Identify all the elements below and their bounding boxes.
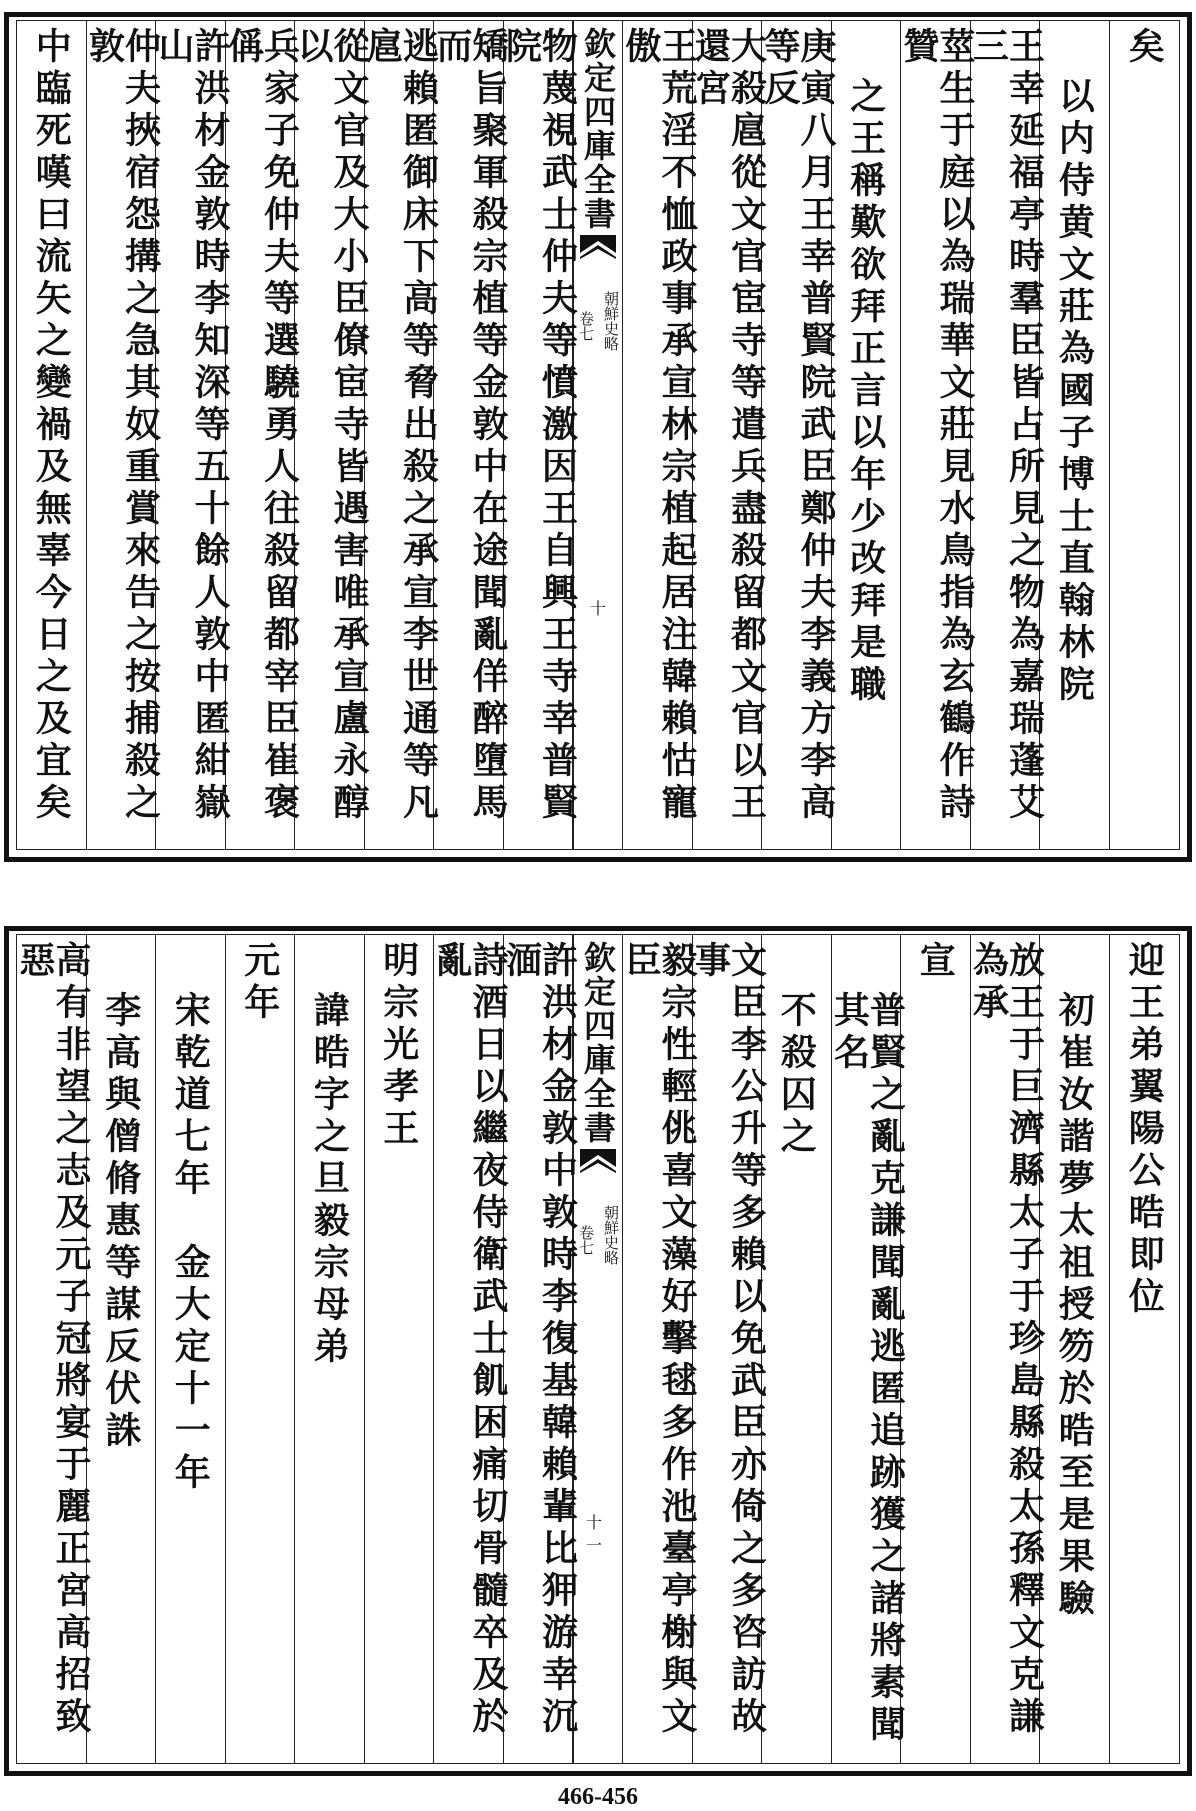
text-column (295, 935, 365, 1763)
column-text: 莖生于庭以為瑞華文莊見水鳥指為玄鶴作詩贊 (898, 27, 976, 825)
text-column (14, 935, 92, 1763)
column-text: 元年 (238, 941, 281, 1025)
column-text: 以内侍黄文莊為國子博士直翰林院 (1053, 77, 1096, 707)
column-text: 諱晧字之旦毅宗母弟 (308, 991, 351, 1369)
top-page-text-area (16, 20, 1180, 850)
text-column (292, 21, 370, 849)
text-column (500, 935, 579, 1763)
bottom-page (4, 926, 1192, 1776)
spine-book-name: 朝鮮史略 (602, 1205, 620, 1265)
column-text: 王幸延福亭時羣臣皆占所見之物為嘉瑞蓬艾三 (967, 27, 1046, 825)
spine-page-number: 十 (589, 599, 607, 618)
spine-strip (573, 21, 623, 849)
text-column (87, 935, 157, 1763)
text-column (222, 21, 301, 849)
spine-strip (573, 935, 623, 1763)
text-column (898, 21, 976, 849)
spine-title: 欽定四庫全書 (579, 27, 617, 231)
text-column (1040, 21, 1110, 849)
text-column (620, 935, 698, 1763)
spine-book-name: 朝鮮史略 (602, 291, 620, 351)
column-text: 李高與僧脩惠等謀反伏誅 (99, 991, 142, 1453)
column-text: 之王稱歎欲拜正言以年少改拜是職 (844, 77, 887, 707)
column-text: 許洪材金敦時李知深等五十餘人敦中匿紺嶽山 (153, 27, 231, 825)
column-text: 宋乾道七年 金大定十一年 (169, 991, 212, 1495)
column-text: 文臣李公升等多賴以免武臣亦倚之多咨訪故事 (689, 941, 768, 1739)
spine-volume: 卷七 (577, 1225, 595, 1255)
column-text: 明宗光孝王 (377, 941, 420, 1151)
text-column (17, 21, 87, 849)
spine-title: 欽定四庫全書 (579, 941, 617, 1145)
spine-volume: 卷七 (577, 311, 595, 341)
column-text: 兵家子免仲夫等選驍勇人往殺留都宰臣崔褒偁 (222, 27, 301, 825)
column-text: 放王于巨濟縣太子于珍島縣殺太孫釋文克謙為承 (967, 941, 1046, 1739)
column-text: 詩酒日以繼夜侍衛武士飢困痛切骨髓卒及於亂 (431, 941, 509, 1739)
column-text: 迎王弟翼陽公晧即位 (1123, 941, 1166, 1319)
text-column (1110, 21, 1180, 849)
text-column (901, 935, 971, 1763)
column-text: 不殺囚之 (775, 991, 818, 1159)
text-column (1040, 935, 1110, 1763)
column-text: 初崔汝諧夢太祖授笏於晧至是果驗 (1053, 991, 1096, 1621)
text-column (967, 935, 1046, 1763)
text-column (83, 21, 162, 849)
text-column (1110, 935, 1180, 1763)
column-text: 毅宗性輕佻喜文藻好擊毬多作池臺亭榭與文臣 (620, 941, 698, 1739)
text-column (759, 21, 837, 849)
column-text: 王荒淫不恤政事承宣林宗植起居注韓賴怙寵傲 (620, 27, 698, 825)
spine-page-number: 十一 (586, 1513, 603, 1555)
top-page (4, 12, 1192, 862)
text-column (620, 21, 698, 849)
text-column (762, 935, 832, 1763)
text-column (226, 935, 296, 1763)
text-column (431, 21, 509, 849)
text-column (967, 21, 1046, 849)
column-text: 庚寅八月王幸普賢院武臣鄭仲夫李義方李高等反 (759, 27, 837, 825)
fishtail-mark-icon (580, 235, 616, 271)
text-column (500, 21, 579, 849)
text-column (689, 21, 768, 849)
column-text: 仲夫挾宿怨搆之急其奴重賞來告之按捕殺之敦 (83, 27, 162, 825)
column-text: 逃賴匿御床下高等脅出殺之承宣李世通等凡扈 (361, 27, 440, 825)
column-text: 宣 (914, 941, 957, 983)
text-column (689, 935, 768, 1763)
text-column (156, 935, 226, 1763)
column-text: 普賢之亂克謙聞亂逃匿追跡獲之諸將素聞其名 (828, 991, 907, 1747)
bottom-page-text-area (16, 934, 1180, 1764)
column-text: 許洪材金敦中敦時李復基韓賴輩比狎游幸沉湎 (500, 941, 579, 1739)
text-column (365, 935, 435, 1763)
text-column (153, 21, 231, 849)
text-column (361, 21, 440, 849)
text-column (828, 935, 907, 1763)
column-text: 矯旨聚軍殺宗植等金敦中在途聞亂佯醉墮馬而 (431, 27, 509, 825)
column-text: 大殺扈從文官宦寺等遣兵盡殺留都文官以王還宮 (689, 27, 768, 825)
column-text: 矣 (1123, 27, 1166, 69)
column-text: 高有非望之志及元子冠將宴于麗正宮高招致惡 (14, 941, 92, 1739)
text-column (431, 935, 509, 1763)
text-column (832, 21, 902, 849)
column-text: 中臨死嘆曰流矢之變禍及無辜今日之及宜矣 (30, 27, 73, 825)
column-text: 物蔑視武士仲夫等憤激因王自興王寺幸普賢院 (500, 27, 579, 825)
page-code: 466-456 (558, 1784, 638, 1810)
column-text: 從文官及大小臣僚宦寺皆遇害唯承宣盧永醇以 (292, 27, 370, 825)
fishtail-mark-icon (580, 1149, 616, 1185)
